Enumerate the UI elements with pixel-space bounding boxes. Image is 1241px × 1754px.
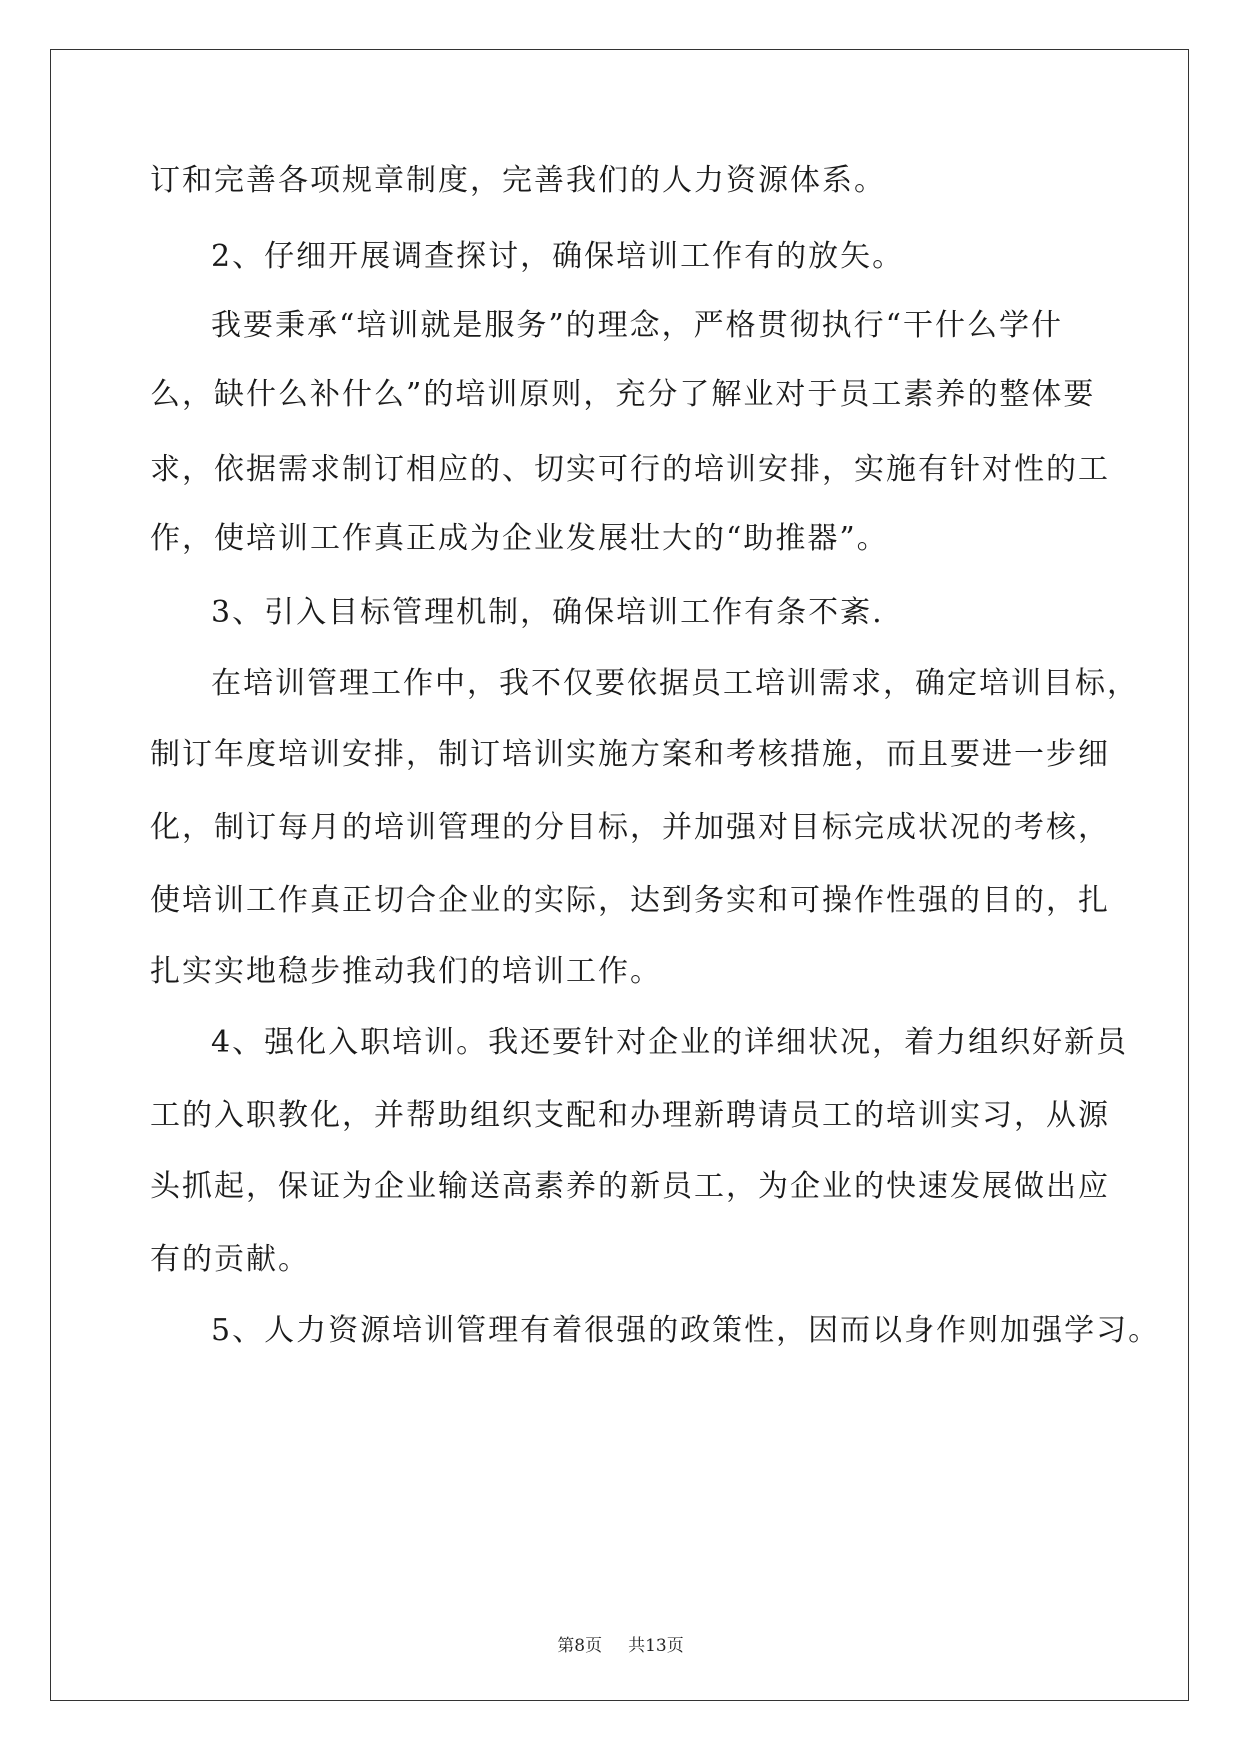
text-line: 工的入职教化，并帮助组织支配和办理新聘请员工的培训实习，从源 bbox=[150, 1098, 1110, 1133]
page-number: 第8页 bbox=[557, 1636, 603, 1656]
text-line: 作，使培训工作真正成为企业发展壮大的“助推器”。 bbox=[150, 521, 889, 556]
page-total: 共13页 bbox=[628, 1636, 684, 1656]
text-line: 5、人力资源培训管理有着很强的政策性，因而以身作则加强学习。 bbox=[211, 1313, 1161, 1348]
text-line: 化，制订每月的培训管理的分目标，并加强对目标完成状况的考核， bbox=[150, 810, 1110, 845]
text-line: 2、仔细开展调查探讨，确保培训工作有的放矢。 bbox=[211, 239, 905, 274]
text-line: 订和完善各项规章制度，完善我们的人力资源体系。 bbox=[150, 163, 886, 198]
text-line: 3、引入目标管理机制，确保培训工作有条不紊. bbox=[211, 595, 884, 630]
text-line: 求，依据需求制订相应的、切实可行的培训安排，实施有针对性的工 bbox=[150, 452, 1110, 487]
page-footer bbox=[0, 1634, 1241, 1658]
text-line: 有的贡献。 bbox=[150, 1242, 310, 1277]
text-line: 在培训管理工作中，我不仅要依据员工培训需求，确定培训目标， bbox=[211, 666, 1139, 701]
text-line: 头抓起，保证为企业输送高素养的新员工，为企业的快速发展做出应 bbox=[150, 1169, 1110, 1204]
text-line: 么，缺什么补什么”的培训原则，充分了解业对于员工素养的整体要 bbox=[150, 377, 1096, 412]
text-line: 扎实实地稳步推动我们的培训工作。 bbox=[150, 954, 662, 989]
text-line: 4、强化入职培训。我还要针对企业的详细状况，着力组织好新员 bbox=[211, 1025, 1129, 1060]
text-line: 我要秉承“培训就是服务”的理念，严格贯彻执行“干什么学什 bbox=[211, 308, 1064, 343]
page-border bbox=[50, 49, 1189, 1701]
text-line: 制订年度培训安排，制订培训实施方案和考核措施，而且要进一步细 bbox=[150, 737, 1110, 772]
text-line: 使培训工作真正切合企业的实际，达到务实和可操作性强的目的，扎 bbox=[150, 883, 1110, 918]
